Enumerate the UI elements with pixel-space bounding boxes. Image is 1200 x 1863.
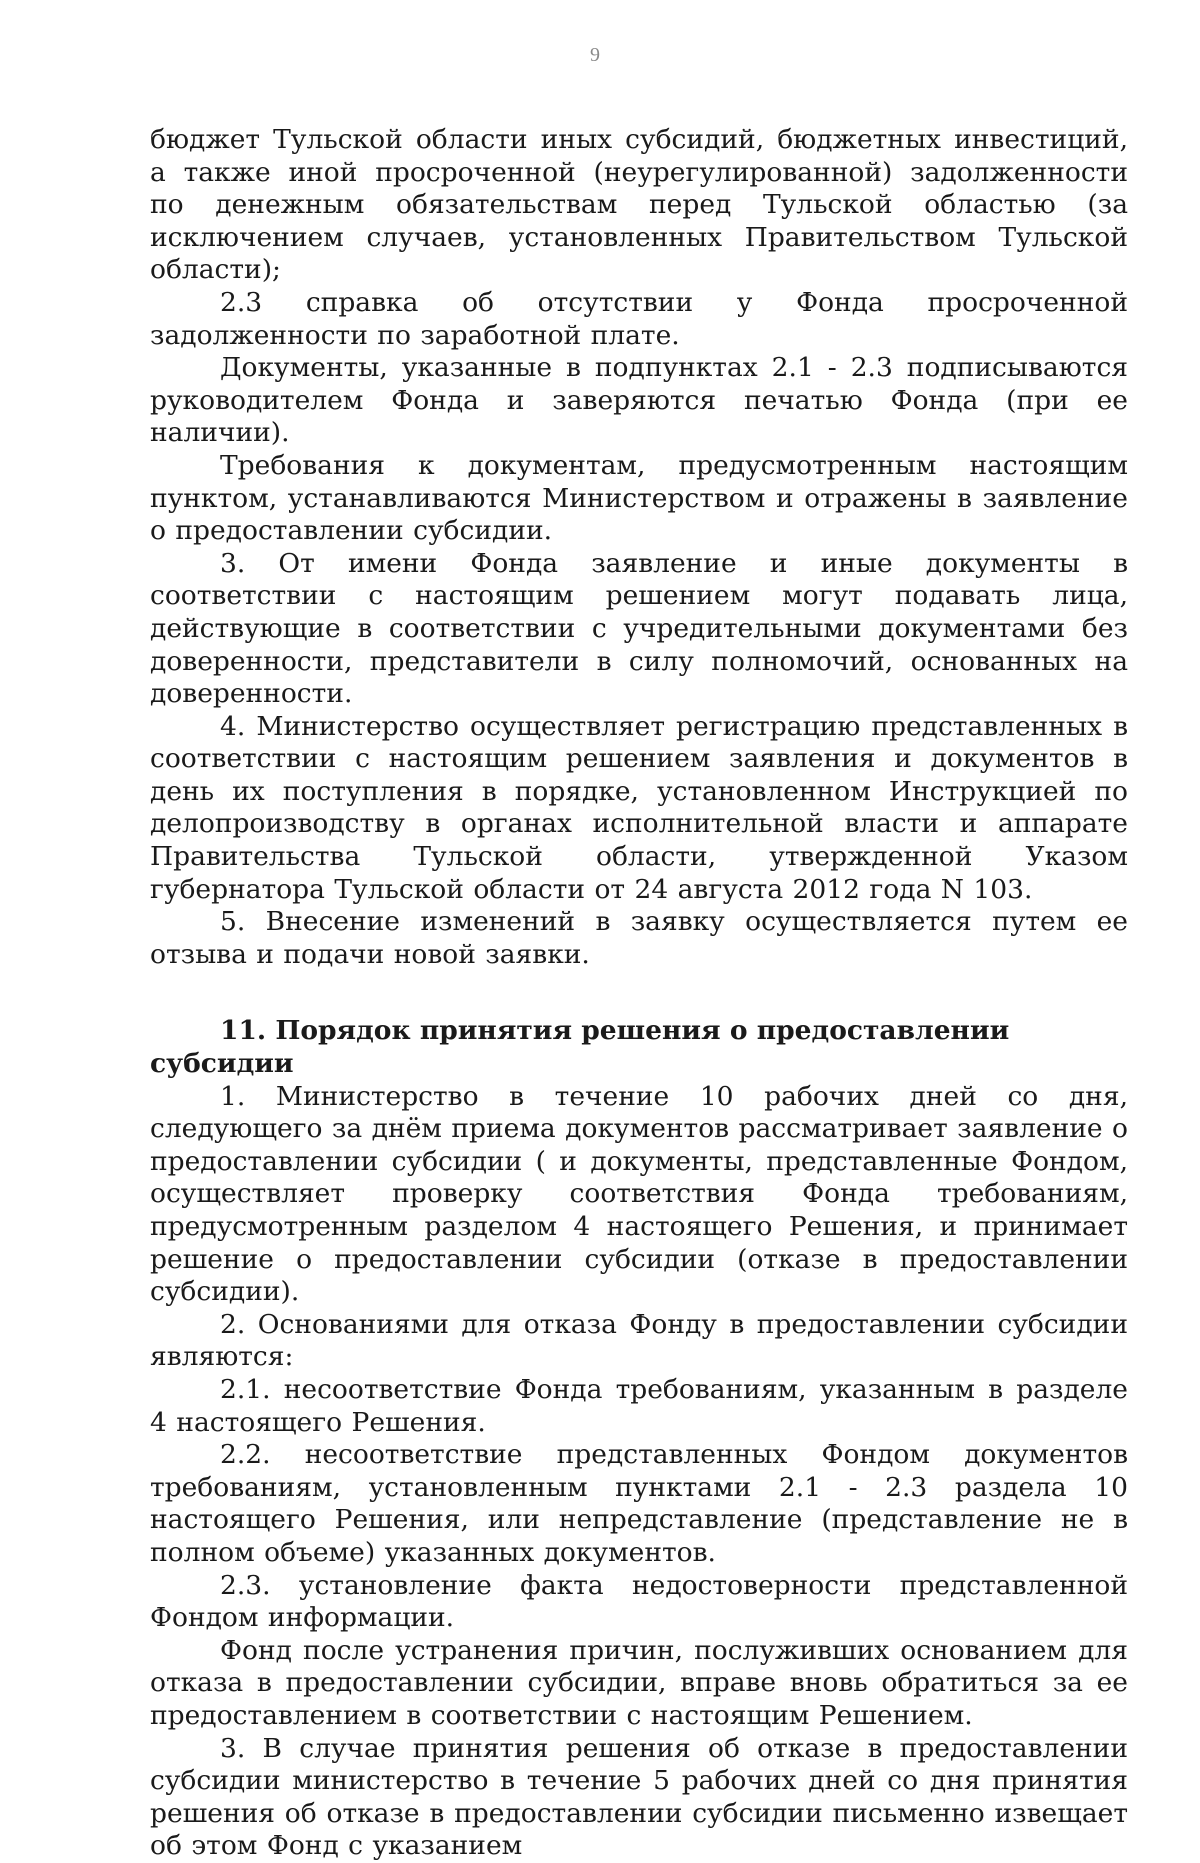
paragraph-documents-signing: Документы, указанные в подпунктах 2.1 - 2.3 подписываются руководителем Фонда и заверяются печатью Фонда (при ее наличии). bbox=[150, 352, 1128, 449]
document-body bbox=[150, 124, 1128, 1863]
page-number: 9 bbox=[590, 44, 600, 66]
paragraph-reapply: Фонд после устранения причин, послуживших основанием для отказа в предоставлении субсидии, вправе вновь обратиться за ее предоставлением в соответствии с настоящим Решением. bbox=[150, 1634, 1128, 1731]
paragraph-section-11-item-3: 3. В случае принятия решения об отказе в предоставлении субсидии министерство в течение 5 рабочих дней со дня принятия решения об отказе в предоставлении субсидии письменно извещает об этом Фонд с указанием bbox=[150, 1732, 1128, 1862]
paragraph-item-3: 3. От имени Фонда заявление и иные документы в соответствии с настоящим решением могут подавать лица, действующие в соответствии с учредительными документами без доверенности, представители в силу полномочий, основанных на доверенности. bbox=[150, 547, 1128, 710]
paragraph-section-11-item-2-2: 2.2. несоответствие представленных Фондом документов требованиям, установленным пунктами 2.1 - 2.3 раздела 10 настоящего Решения, или непредставление (представление не в полном объеме) указанных документов. bbox=[150, 1439, 1128, 1568]
section-heading: 11. Порядок принятия решения о предоставлении субсидии bbox=[150, 1015, 1010, 1080]
paragraph-item-4: 4. Министерство осуществляет регистрацию представленных в соответствии с настоящим решением заявления и документов в день их поступления в порядке, установленном Инструкцией по делопроизводству в органах исполнительной власти и аппарате Правительства Тульской области, утвержденной Указом губернатора Тульской области от 24 августа 2012 года N 103. bbox=[150, 710, 1128, 905]
paragraph-section-11-item-2-3: 2.3. установление факта недостоверности представленной Фондом информации. bbox=[150, 1569, 1128, 1634]
paragraph-section-11-item-2: 2. Основаниями для отказа Фонду в предоставлении субсидии являются: bbox=[150, 1308, 1128, 1373]
paragraph-item-2-3: 2.3 справка об отсутствии у Фонда просроченной задолженности по заработной плате. bbox=[150, 286, 1128, 351]
paragraph-item-5: 5. Внесение изменений в заявку осуществляется путем ее отзыва и подачи новой заявки. bbox=[150, 906, 1128, 970]
paragraph-document-requirements: Требования к документам, предусмотренным настоящим пунктом, устанавливаются Министерством и отражены в заявление о предоставлении субсидии. bbox=[150, 449, 1128, 547]
paragraph-continuation: бюджет Тульской области иных субсидий, бюджетных инвестиций, а также иной просроченной (неурегулированной) задолженности по денежным обязательствам перед Тульской областью (за исключением случаев, установленных Правительством Тульской области); bbox=[150, 124, 1128, 286]
paragraph-section-11-item-2-1: 2.1. несоответствие Фонда требованиям, указанным в разделе 4 настоящего Решения. bbox=[150, 1373, 1128, 1438]
paragraph-section-11-item-1: 1. Министерство в течение 10 рабочих дней со дня, следующего за днём приема документов рассматривает заявление о предоставлении субсидии ( и документы, представленные Фондом, осуществляет проверку соответствия Фонда требованиям, предусмотренным разделом 4 настоящего Решения, и принимает решение о предоставлении субсидии (отказе в предоставлении субсидии). bbox=[150, 1080, 1128, 1308]
